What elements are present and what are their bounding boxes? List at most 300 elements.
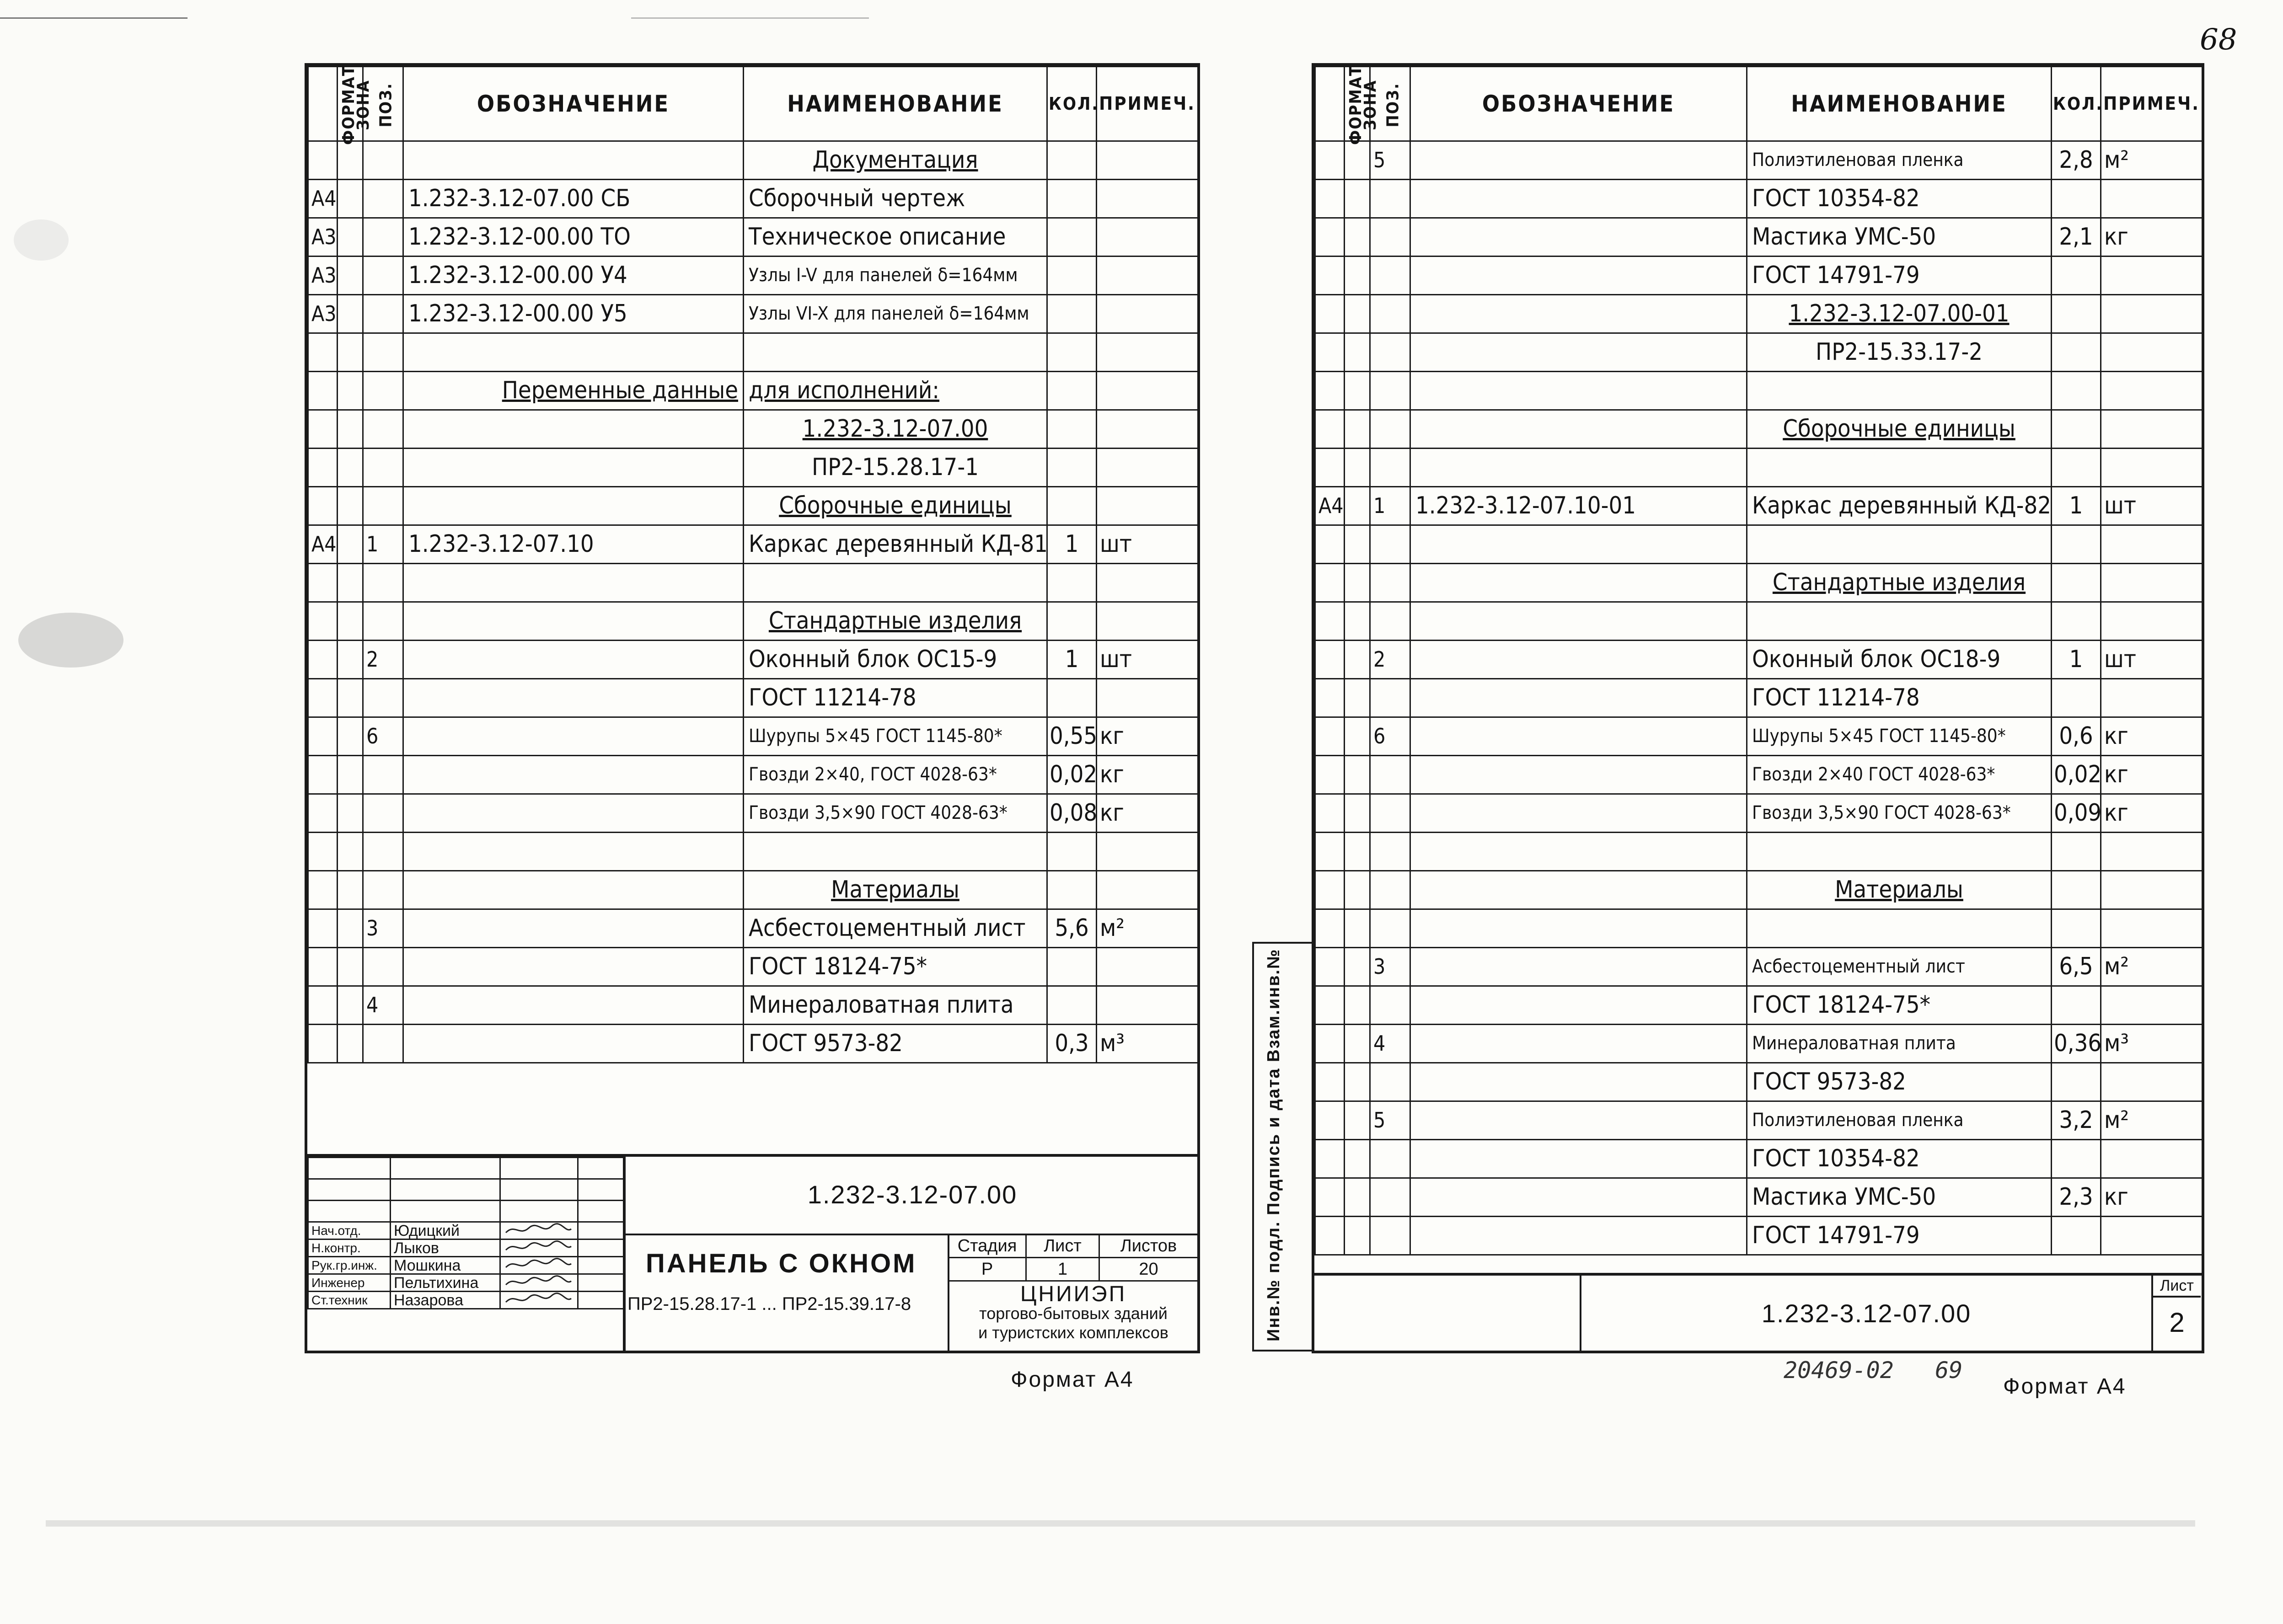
cell-format [1315,794,1345,833]
archive-number-value: 20469-02 [1784,1357,1894,1384]
cell-pos: 2 [1370,641,1410,679]
cell-zone [1345,871,1370,909]
cell-designation [1410,986,1747,1025]
cell-name: Материалы [744,871,1047,909]
cell-pos [1370,1063,1410,1101]
signature-scribble [504,1292,572,1306]
cell-zone [338,909,363,948]
cell-qty [1047,333,1097,372]
table-row [1315,487,2203,525]
column-header-name: НАИМЕНОВАНИЕ [744,67,1047,141]
table-row [1315,641,2203,679]
cell-name: Гвозди 3,5×90 ГОСТ 4028-63* [1747,794,2052,833]
cell-zone [1345,641,1370,679]
cell-qty [1047,256,1097,295]
cell-name [1747,602,2052,641]
cell-note [2101,679,2203,717]
cell-qty [2052,1140,2101,1178]
cell-name: ГОСТ 9573-82 [744,1025,1047,1063]
cell-designation [1410,717,1747,756]
cell-pos [363,410,403,449]
signature-cell [500,1292,578,1309]
cell-qty [1047,218,1097,256]
cell-qty: 0,02 [1047,756,1097,794]
signature-cell [500,1239,578,1257]
cell-format [308,986,338,1025]
cell-zone [338,218,363,256]
cell-zone [338,372,363,410]
cell-zone [338,410,363,449]
signature-cell [500,1274,578,1292]
cell-note [2101,564,2203,602]
cell-format [1315,410,1345,449]
cell-note [2101,1217,2203,1255]
cell-note [1097,295,1198,333]
table-row [308,602,1198,641]
stage-value: Р [949,1258,1026,1281]
cell-note [2101,449,2203,487]
cell-designation [403,1025,744,1063]
cell-zone [1345,372,1370,410]
cell-designation [403,602,744,641]
cell-zone [1345,295,1370,333]
cell-format [1315,1217,1345,1255]
signer-role: Нач.отд. [308,1222,391,1239]
table-row [1315,948,2203,986]
cell-pos [1370,295,1410,333]
cell-qty: 0,36 [2052,1025,2101,1063]
cell-zone [1345,602,1370,641]
title-block-empty-row [308,1179,624,1201]
cell-qty [1047,295,1097,333]
cell-format [1315,295,1345,333]
cell-format [308,679,338,717]
cell-qty [1047,449,1097,487]
cell-note: м³ [2101,1025,2203,1063]
organization [949,1282,1197,1342]
cell-format [1315,909,1345,948]
cell-zone [1345,1025,1370,1063]
cell-zone [338,449,363,487]
cell-format [308,141,338,180]
cell-designation [1410,449,1747,487]
cell-note: кг [1097,794,1198,833]
cell-zone [1345,180,1370,218]
table-row [1315,794,2203,833]
cell-name: ПР2-15.28.17-1 [744,449,1047,487]
cell-format: А3 [308,295,338,333]
cell-format [308,564,338,602]
table-row [308,948,1198,986]
sheets-value: 20 [1099,1258,1198,1281]
cell-zone [338,986,363,1025]
table-row [1315,1140,2203,1178]
column-header-format: ФОРМАТ [1315,67,1345,141]
cell-format: А4 [1315,487,1345,525]
cell-zone [338,295,363,333]
cell-zone [1345,141,1370,180]
cell-name: Каркас деревянный КД-81 [744,525,1047,564]
table-row [308,372,1198,410]
sheets-label: Листов [1099,1234,1198,1258]
cell-pos: 6 [363,717,403,756]
left-sheet [305,63,1200,1353]
cell-zone [1345,717,1370,756]
cell-pos [363,295,403,333]
cell-qty: 1 [1047,641,1097,679]
cell-name [744,564,1047,602]
cell-designation: 1.232-3.12-07.10 [403,525,744,564]
cell-zone [1345,256,1370,295]
cell-qty: 0,09 [2052,794,2101,833]
cell-format [1315,833,1345,871]
table-row [1315,602,2203,641]
cell-note [2101,871,2203,909]
cell-name: ГОСТ 9573-82 [1747,1063,2052,1101]
cell-designation [403,909,744,948]
cell-pos [1370,256,1410,295]
cell-format [308,487,338,525]
cell-format [1315,679,1345,717]
cell-name [744,333,1047,372]
cell-designation [1410,794,1747,833]
cell-qty [1047,679,1097,717]
cell-designation [403,986,744,1025]
cell-zone [1345,1217,1370,1255]
cell-designation [1410,909,1747,948]
cell-qty: 2,3 [2052,1178,2101,1217]
cell-designation: 1.232-3.12-00.00 ТО [403,218,744,256]
table-row [1315,717,2203,756]
cell-format [1315,871,1345,909]
table-row [308,986,1198,1025]
table-row [1315,295,2203,333]
cell-designation [1410,679,1747,717]
cell-pos [363,487,403,525]
cell-pos: 1 [1370,487,1410,525]
cell-qty [2052,295,2101,333]
signer-row [308,1292,624,1309]
cell-pos [363,1025,403,1063]
signer-name: Мошкина [391,1257,500,1274]
cell-designation [1410,756,1747,794]
signer-name: Лыков [391,1239,500,1257]
cell-note: шт [2101,641,2203,679]
cell-format [308,833,338,871]
cell-designation [1410,948,1747,986]
cell-name [1747,909,2052,948]
cell-pos [363,948,403,986]
cell-name: Минераловатная плита [744,986,1047,1025]
cell-format [1315,717,1345,756]
cell-note [2101,372,2203,410]
signer-row [308,1257,624,1274]
cell-zone [338,641,363,679]
cell-designation: 1.232-3.12-07.00 СБ [403,180,744,218]
cell-pos: 5 [1370,141,1410,180]
date-cell [578,1239,624,1257]
cell-name: Гвозди 3,5×90 ГОСТ 4028-63* [744,794,1047,833]
right-spec-table [1314,66,2203,1255]
cell-qty: 0,02 [2052,756,2101,794]
cell-pos [1370,679,1410,717]
cell-zone [338,871,363,909]
cell-pos [363,794,403,833]
cell-pos: 5 [1370,1101,1410,1140]
table-row [308,717,1198,756]
table-row [308,909,1198,948]
cell-format: А4 [308,180,338,218]
cell-qty [2052,1217,2101,1255]
table-row [1315,256,2203,295]
cell-designation [1410,333,1747,372]
cell-note [2101,986,2203,1025]
table-row [308,1025,1198,1063]
cell-note [1097,487,1198,525]
cell-note [2101,525,2203,564]
cell-name: ГОСТ 18124-75* [744,948,1047,986]
cell-name: ГОСТ 10354-82 [1747,1140,2052,1178]
cell-zone [1345,1140,1370,1178]
cell-qty [2052,180,2101,218]
cell-pos [1370,833,1410,871]
cell-note [1097,372,1198,410]
title-block-cell [500,1158,578,1179]
cell-format [308,449,338,487]
cell-note: кг [2101,218,2203,256]
cell-designation [1410,641,1747,679]
drawing-code: 1.232-3.12-07.00 [1761,1299,1972,1328]
table-row [308,794,1198,833]
cell-pos [1370,218,1410,256]
cell-qty [1047,487,1097,525]
table-row [1315,1063,2203,1101]
cell-format [1315,756,1345,794]
cell-designation [1410,1025,1747,1063]
cell-format [1315,1178,1345,1217]
cell-designation [1410,602,1747,641]
cell-pos: 6 [1370,717,1410,756]
cell-zone [338,1025,363,1063]
column-header-qty: КОЛ. [2052,67,2101,141]
title-block-empty-row [308,1158,624,1179]
cell-name: 1.232-3.12-07.00-01 [1747,295,2052,333]
cell-designation [1410,372,1747,410]
cell-note: кг [2101,717,2203,756]
left-title-block [307,1154,1197,1353]
cell-note: м³ [1097,1025,1198,1063]
cell-qty [1047,410,1097,449]
table-row [1315,525,2203,564]
cell-note [2101,1140,2203,1178]
cell-zone [1345,564,1370,602]
sheet-value: 1 [1026,1258,1099,1281]
date-cell [578,1274,624,1292]
cell-pos: 2 [363,641,403,679]
cell-format [308,602,338,641]
column-header-qty: КОЛ. [1047,67,1097,141]
cell-format [1315,141,1345,180]
cell-name: Сборочные единицы [744,487,1047,525]
table-row [308,525,1198,564]
cell-name: ПР2-15.33.17-2 [1747,333,2052,372]
cell-pos [1370,794,1410,833]
table-row [308,679,1198,717]
left-spec-table [307,66,1199,1063]
cell-designation [1410,871,1747,909]
cell-qty [2052,679,2101,717]
table-row [308,410,1198,449]
table-row [1315,1025,2203,1063]
sheet-number-box [2151,1276,2201,1351]
cell-note [1097,564,1198,602]
column-header-pos: ПОЗ. [1370,67,1410,141]
cell-qty [2052,333,2101,372]
title-block-cell [391,1201,500,1222]
cell-format [1315,333,1345,372]
title-block-cell [391,1158,500,1179]
stage-label: Стадия [949,1234,1026,1258]
cell-pos [363,602,403,641]
scan-line [0,17,188,19]
table-row [308,449,1198,487]
cell-pos [1370,333,1410,372]
cell-designation [1410,1217,1747,1255]
cell-format [1315,1101,1345,1140]
cell-note: кг [1097,717,1198,756]
cell-zone [338,602,363,641]
sheet-label: Лист [2153,1276,2201,1298]
cell-name: Минераловатная плита [1747,1025,2052,1063]
cell-designation [403,449,744,487]
cell-pos: 3 [363,909,403,948]
cell-designation [403,794,744,833]
signer-name: Пельтихина [391,1274,500,1292]
cell-qty: 0,3 [1047,1025,1097,1063]
signer-row [308,1239,624,1257]
cell-zone [1345,525,1370,564]
table-row [308,295,1198,333]
cell-zone [1345,487,1370,525]
cell-name: ГОСТ 11214-78 [1747,679,2052,717]
column-header-designation: ОБОЗНАЧЕНИЕ [403,67,744,141]
cell-format [1315,372,1345,410]
cell-qty [2052,410,2101,449]
table-row [308,333,1198,372]
title-block-cell [578,1158,624,1179]
cell-qty [2052,564,2101,602]
table-row [308,564,1198,602]
cell-format [1315,1025,1345,1063]
cell-note [2101,833,2203,871]
cell-designation: 1.232-3.12-00.00 У4 [403,256,744,295]
cell-note [2101,410,2203,449]
cell-note [2101,256,2203,295]
cell-qty: 0,6 [2052,717,2101,756]
cell-zone [338,487,363,525]
table-row [1315,564,2203,602]
cell-note: кг [2101,756,2203,794]
cell-note [1097,256,1198,295]
cell-name: Материалы [1747,871,2052,909]
cell-format [1315,180,1345,218]
cell-zone [1345,909,1370,948]
cell-qty: 1 [1047,525,1097,564]
cell-note [2101,180,2203,218]
title-block-empty-row [308,1201,624,1222]
cell-pos [1370,180,1410,218]
cell-pos [363,333,403,372]
cell-name: Полиэтиленовая пленка [1747,1101,2052,1140]
title-block-cell [391,1179,500,1201]
cell-qty [2052,602,2101,641]
cell-pos: 4 [363,986,403,1025]
signer-role: Инженер [308,1274,391,1292]
cell-zone [1345,410,1370,449]
cell-qty [1047,871,1097,909]
date-cell [578,1222,624,1239]
table-row [308,871,1198,909]
cell-pos [1370,1178,1410,1217]
signer-role: Н.контр. [308,1239,391,1257]
cell-zone [338,717,363,756]
table-row [308,141,1198,180]
cell-zone [338,756,363,794]
cell-designation [1410,410,1747,449]
title-block-divider [623,1157,626,1353]
table-row [1315,410,2203,449]
cell-name: ГОСТ 14791-79 [1747,1217,2052,1255]
cell-note: м² [1097,909,1198,948]
cell-pos [1370,372,1410,410]
cell-designation [1410,1140,1747,1178]
cell-name: ГОСТ 18124-75* [1747,986,2052,1025]
cell-format: А4 [308,525,338,564]
signer-row [308,1274,624,1292]
cell-qty [1047,948,1097,986]
cell-pos [363,679,403,717]
table-row [308,833,1198,871]
cell-format [1315,1140,1345,1178]
cell-note [1097,410,1198,449]
cell-zone [338,948,363,986]
cell-name [1747,372,2052,410]
title-block-cell [308,1158,391,1179]
cell-name [1747,449,2052,487]
cell-qty: 2,1 [2052,218,2101,256]
cell-zone [1345,679,1370,717]
table-row [1315,333,2203,372]
cell-name: Каркас деревянный КД-82 [1747,487,2052,525]
cell-name: Стандартные изделия [1747,564,2052,602]
table-row [1315,986,2203,1025]
signature-scribble [504,1240,572,1254]
cell-name: Оконный блок ОС18-9 [1747,641,2052,679]
scan-speck [14,219,69,261]
cell-note [1097,141,1198,180]
drawing-code: 1.232-3.12-07.00 [807,1180,1018,1209]
sheet-label: Лист [1026,1234,1099,1258]
cell-name: Асбестоцементный лист [1747,948,2052,986]
cell-pos [363,141,403,180]
table-row [1315,871,2203,909]
cell-zone [1345,333,1370,372]
cell-format [308,756,338,794]
cell-designation: Переменные данные [403,372,744,410]
title-block-cell [308,1179,391,1201]
cell-qty: 0,55 [1047,717,1097,756]
date-cell [578,1292,624,1309]
